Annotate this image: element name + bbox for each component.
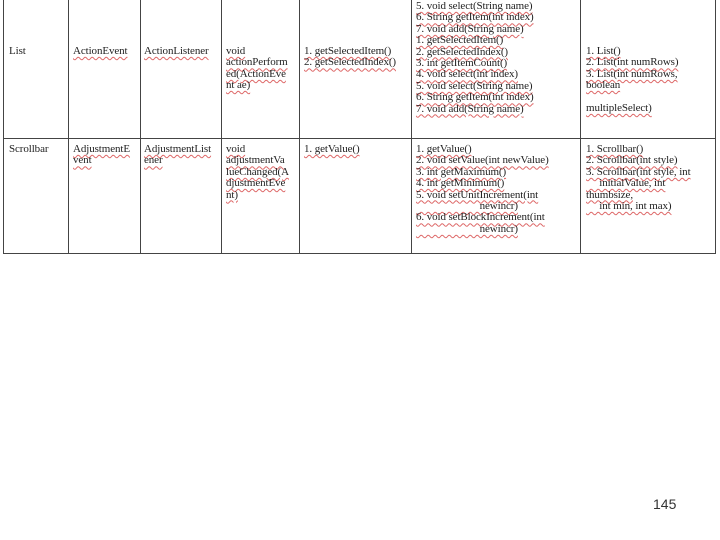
handler-method: void adjustmentVa lueChanged(A djustmentEve nt): [226, 143, 289, 201]
event-class: ActionEvent: [73, 45, 128, 57]
constructors: 1. Scrollbar() 2. Scrollbar(int style) 3. Scrollbar(int style, int initialValue, int thumbsize, int min, int max): [586, 143, 691, 213]
column-divider: [580, 0, 581, 254]
column-divider: [68, 0, 69, 254]
component-methods: 1. getValue() 2. void setValue(int newValue) 3. int getMaximum() 4. int getMinimum() 5. void setUnitIncrement(int newincr) 6. void setBlockIncrement(int newincr): [416, 143, 549, 235]
listener-interface: AdjustmentList ener: [144, 143, 212, 167]
event-methods: 1. getValue(): [304, 143, 360, 155]
listener-interface: ActionListener: [144, 45, 209, 57]
table-bottom-border: [3, 253, 716, 254]
column-divider: [715, 0, 716, 254]
row-divider: [3, 138, 716, 139]
component-name: Scrollbar: [9, 143, 49, 155]
handler-method: void actionPerform ed(ActionEve nt ae): [226, 45, 288, 92]
column-divider: [299, 0, 300, 254]
methods-table: [3, 0, 716, 254]
column-divider: [140, 0, 141, 254]
event-methods: 1. getSelectedItem() 2. getSelectedIndex(): [304, 45, 396, 69]
page-number: 145: [653, 496, 677, 512]
column-divider: [221, 0, 222, 254]
column-divider: [411, 0, 412, 254]
column-divider: [3, 0, 4, 254]
component-methods: 5. void select(String name) 6. String getItem(int index) 7. void add(String name) 1. getSelectedItem() 2. getSelectedIndex() 3. int getItemCount() 4. void select(int index) 5. void select(String name) 6. String getItem(int index) 7. void add(String name): [416, 0, 534, 115]
constructors: 1. List() 2. List(int numRows) 3. List(int numRows, boolean multipleSelect): [586, 45, 679, 115]
component-name: List: [9, 45, 26, 57]
event-class: AdjustmentE vent: [73, 143, 130, 167]
